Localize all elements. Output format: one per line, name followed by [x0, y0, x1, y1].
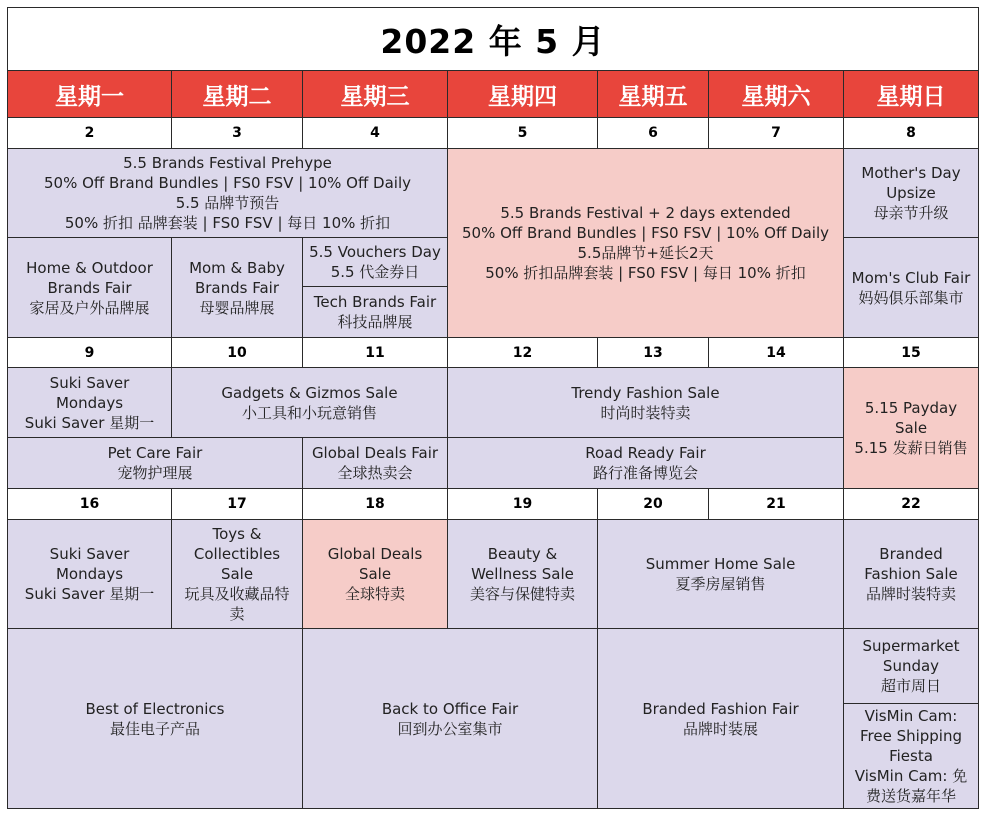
event-line: Upsize [886, 184, 936, 202]
weekday-thursday: 星期四 [447, 70, 598, 118]
event-line: 5.5品牌节+延长2天 [577, 244, 714, 262]
event-vouchers-day [302, 237, 448, 287]
event-line: 超市周日 [880, 677, 941, 695]
event-best-of-electronics [7, 628, 303, 809]
calendar-title-text: 2022 年 5 月 [380, 21, 606, 61]
event-line: Beauty & [487, 545, 558, 563]
event-line: 5.15 发薪日销售 [854, 439, 968, 457]
weekday-friday: 星期五 [597, 70, 709, 118]
date-cell: 16 [7, 488, 172, 520]
event-line: Toys & [212, 525, 262, 543]
event-line: 5.5 代金券日 [330, 263, 420, 281]
event-line: 母亲节升级 [873, 204, 949, 222]
date-cell: 14 [708, 337, 844, 368]
event-line: 50% 折扣品牌套装 | FS0 FSV | 每日 10% 折扣 [485, 264, 806, 282]
event-payday-sale [843, 367, 979, 489]
event-line: Pet Care Fair [107, 444, 203, 462]
date-cell: 17 [171, 488, 303, 520]
event-suki-saver-mondays [7, 367, 172, 438]
event-line: 妈妈俱乐部集市 [858, 288, 964, 307]
event-line: Mondays [55, 393, 124, 412]
event-line: 50% Off Brand Bundles | FS0 FSV | 10% Off Daily [462, 224, 829, 242]
event-line: Branded Fashion Fair [642, 699, 799, 718]
date-cell: 3 [171, 117, 303, 149]
date-cell: 5 [447, 117, 598, 149]
weekday-saturday: 星期六 [708, 70, 844, 118]
event-pet-care-fair [7, 437, 303, 489]
event-line: Brands Fair [47, 278, 132, 297]
date-cell: 20 [597, 488, 709, 520]
event-line: Suki Saver [49, 545, 130, 563]
event-line: VisMin Cam: 免 [854, 767, 968, 785]
date-cell: 8 [843, 117, 979, 149]
event-line: 5.5 Brands Festival Prehype [123, 154, 332, 172]
event-line: 5.15 Payday [864, 399, 958, 417]
calendar-title [7, 7, 979, 71]
event-line: 5.5 Vouchers Day [309, 243, 441, 261]
event-brands-festival [447, 148, 844, 338]
event-line: Home & Outdoor [26, 258, 153, 277]
event-line: 50% Off Brand Bundles | FS0 FSV | 10% Off Daily [44, 174, 411, 192]
event-line: 科技品牌展 [337, 313, 413, 331]
date-cell: 21 [708, 488, 844, 520]
event-line: 50% 折扣 品牌套装 | FS0 FSV | 每日 10% 折扣 [64, 214, 391, 232]
event-line: Mom & Baby [189, 258, 285, 277]
event-line: Global Deals [327, 545, 423, 563]
event-line: 家居及户外品牌展 [29, 298, 150, 317]
event-line: Mondays [55, 565, 124, 583]
event-line: 路行准备博览会 [592, 464, 698, 482]
event-line: 母婴品牌展 [199, 298, 275, 317]
event-line: Global Deals Fair [311, 444, 439, 462]
event-road-ready-fair [447, 437, 844, 489]
date-cell: 18 [302, 488, 448, 520]
event-line: Sale [220, 565, 254, 583]
date-cell: 12 [447, 337, 598, 368]
event-mom-baby-fair [171, 237, 303, 338]
date-cell: 9 [7, 337, 172, 368]
event-line: Back to Office Fair [381, 699, 519, 718]
date-cell: 11 [302, 337, 448, 368]
date-cell: 22 [843, 488, 979, 520]
event-line: Fiesta [889, 747, 933, 765]
event-line: Supermarket [862, 637, 960, 655]
event-tech-brands-fair [302, 286, 448, 338]
event-line: Tech Brands Fair [313, 293, 437, 311]
event-line: 全球热卖会 [337, 464, 413, 482]
event-line: 小工具和小玩意销售 [241, 403, 377, 422]
event-line: Suki Saver 星期一 [24, 413, 155, 432]
event-line: Suki Saver [49, 373, 130, 392]
event-line: 回到办公室集市 [397, 719, 503, 738]
weekday-monday: 星期一 [7, 70, 172, 118]
event-brands-festival-prehype [7, 148, 448, 238]
event-line: Suki Saver 星期一 [24, 585, 155, 603]
event-line: Trendy Fashion Sale [571, 383, 720, 402]
event-line: Summer Home Sale [645, 555, 796, 573]
event-line: 全球特卖 [344, 585, 405, 603]
date-cell: 10 [171, 337, 303, 368]
date-cell: 7 [708, 117, 844, 149]
event-line: Mom's Club Fair [851, 268, 971, 287]
event-line: 最佳电子产品 [109, 719, 200, 738]
event-line: 5.5 品牌节预告 [175, 194, 280, 212]
event-line: Sale [358, 565, 392, 583]
event-line: Wellness Sale [471, 565, 574, 583]
event-gadgets-gizmos-sale [171, 367, 448, 438]
event-line: Sunday [882, 657, 940, 675]
weekday-wednesday: 星期三 [302, 70, 448, 118]
event-line: Branded [879, 545, 943, 563]
date-cell: 15 [843, 337, 979, 368]
event-line: 美容与保健特卖 [469, 585, 575, 603]
date-cell: 19 [447, 488, 598, 520]
event-line: 夏季房屋销售 [675, 575, 766, 593]
event-vismin-free-shipping-fiesta [843, 703, 979, 809]
event-line: 品牌时装特卖 [865, 585, 956, 603]
date-cell: 6 [597, 117, 709, 149]
date-cell: 2 [7, 117, 172, 149]
event-global-deals-fair [302, 437, 448, 489]
event-home-outdoor-fair [7, 237, 172, 338]
event-branded-fashion-fair [597, 628, 844, 809]
event-line: 5.5 Brands Festival + 2 days extended [500, 204, 791, 222]
event-line: Sale [894, 419, 928, 437]
event-global-deals-sale [302, 519, 448, 629]
event-line: 宠物护理展 [117, 464, 193, 482]
event-line: VisMin Cam: [864, 707, 958, 725]
event-mothers-day-upsize [843, 148, 979, 238]
event-line: Brands Fair [194, 278, 280, 297]
event-line: 卖 [229, 605, 245, 623]
event-supermarket-sunday [843, 628, 979, 704]
event-line: Road Ready Fair [585, 444, 706, 462]
event-beauty-wellness-sale [447, 519, 598, 629]
event-line: Collectibles [193, 545, 281, 563]
may-2022-calendar [7, 7, 979, 809]
event-suki-saver-mondays [7, 519, 172, 629]
event-line: Fashion Sale [864, 565, 958, 583]
event-line: Mother's Day [861, 164, 961, 182]
event-moms-club-fair [843, 237, 979, 338]
event-toys-collectibles-sale [171, 519, 303, 629]
event-line: Free Shipping [859, 727, 963, 745]
event-summer-home-sale [597, 519, 844, 629]
event-line: 品牌时装展 [682, 719, 758, 738]
event-line: 费送货嘉年华 [865, 787, 956, 805]
date-cell: 4 [302, 117, 448, 149]
event-branded-fashion-sale [843, 519, 979, 629]
event-back-to-office-fair [302, 628, 598, 809]
weekday-tuesday: 星期二 [171, 70, 303, 118]
event-line: 时尚时装特卖 [600, 403, 691, 422]
date-cell: 13 [597, 337, 709, 368]
weekday-sunday: 星期日 [843, 70, 979, 118]
event-line: Best of Electronics [85, 699, 225, 718]
event-trendy-fashion-sale [447, 367, 844, 438]
event-line: 玩具及收藏品特 [184, 585, 290, 603]
event-line: Gadgets & Gizmos Sale [221, 383, 398, 402]
